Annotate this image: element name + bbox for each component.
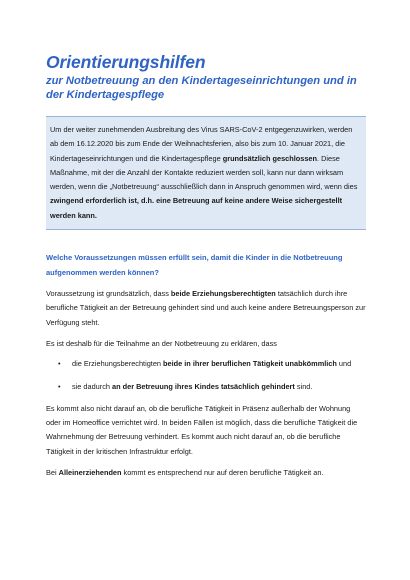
list-item — [58, 380, 366, 394]
info-box — [46, 116, 366, 230]
paragraph-3: Es kommt also nicht darauf an, ob die berufliche Tätigkeit in Präsenz außerhalb der Wohnung oder im Homeoffice verrichtet wird. In beiden Fällen ist möglich, dass die berufliche Tätigkeit die Wahrnehmung der Betreuung verhindert. Es kommt auch nicht darauf an, ob die berufliche Tätigkeit in der kritischen Infrastruktur erfolgt. — [46, 403, 358, 456]
p1-text-1: Voraussetzung ist grundsätzlich, dass — [46, 289, 171, 299]
li2-text-1: sie dadurch — [72, 381, 113, 391]
li2-bold: an der Betreuung ihres Kindes tatsächlich gehindert — [112, 381, 295, 391]
section-question: Welche Voraussetzungen müssen erfüllt sein, damit die Kinder in die Notbetreuung aufgenommen werden können? — [46, 253, 343, 278]
bullet-list — [46, 357, 366, 394]
info-text-1: Um der weiter zunehmenden Ausbreitung des Virus SARS-CoV-2 entgegenzuwirken, werden ab dem 16.12.2020 bis zum Ende der Weihnachtsferien, also bis zum 10. Januar 2021, die Kindertageseinrichtungen und die Kindertagespflege — [50, 125, 353, 163]
p1-text-2: tatsächlich durch ihre berufliche Tätigkeit an der Betreuung gehindert sind und auch keine andere Betreuungsperson zur Verfügung steht. — [46, 289, 366, 327]
p4-text-1: Bei — [46, 468, 59, 478]
li2-text-2: sind. — [294, 381, 313, 391]
info-text-2: . Diese Maßnahme, mit der die Anzahl der Kontakte reduziert werden soll, kann nur dann wirksam werden, wenn die „Notbetreuung“ ausschließlich dann in Anspruch genommen wird, wenn dies — [50, 153, 358, 192]
bullet-icon: • — [58, 359, 61, 369]
paragraph-1 — [46, 287, 366, 330]
p1-bold: beide Erziehungsberechtigten — [170, 289, 276, 299]
li1-text-2: und — [336, 359, 352, 369]
list-item — [58, 357, 366, 371]
info-bold-2: zwingend erforderlich ist, d.h. eine Betreuung auf keine andere Weise sichergestellt werden kann. — [50, 196, 343, 220]
paragraph-4 — [46, 466, 366, 480]
document-subtitle: zur Notbetreuung an den Kindertageseinrichtungen und in der Kindertagespflege — [46, 75, 357, 101]
info-bold-1: grundsätzlich geschlossen — [222, 153, 317, 163]
li1-text-1: die Erziehungsberechtigten — [72, 359, 164, 369]
bullet-icon: • — [58, 381, 61, 391]
p4-bold: Alleinerziehenden — [58, 468, 122, 478]
p4-text-2: kommt es entsprechend nur auf deren berufliche Tätigkeit an. — [121, 468, 324, 478]
document-title: Orientierungshilfen — [46, 52, 206, 72]
paragraph-2: Es ist deshalb für die Teilnahme an der Notbetreuung zu erklären, dass — [46, 338, 277, 348]
li1-bold: beide in ihrer beruflichen Tätigkeit unabkömmlich — [163, 359, 337, 369]
